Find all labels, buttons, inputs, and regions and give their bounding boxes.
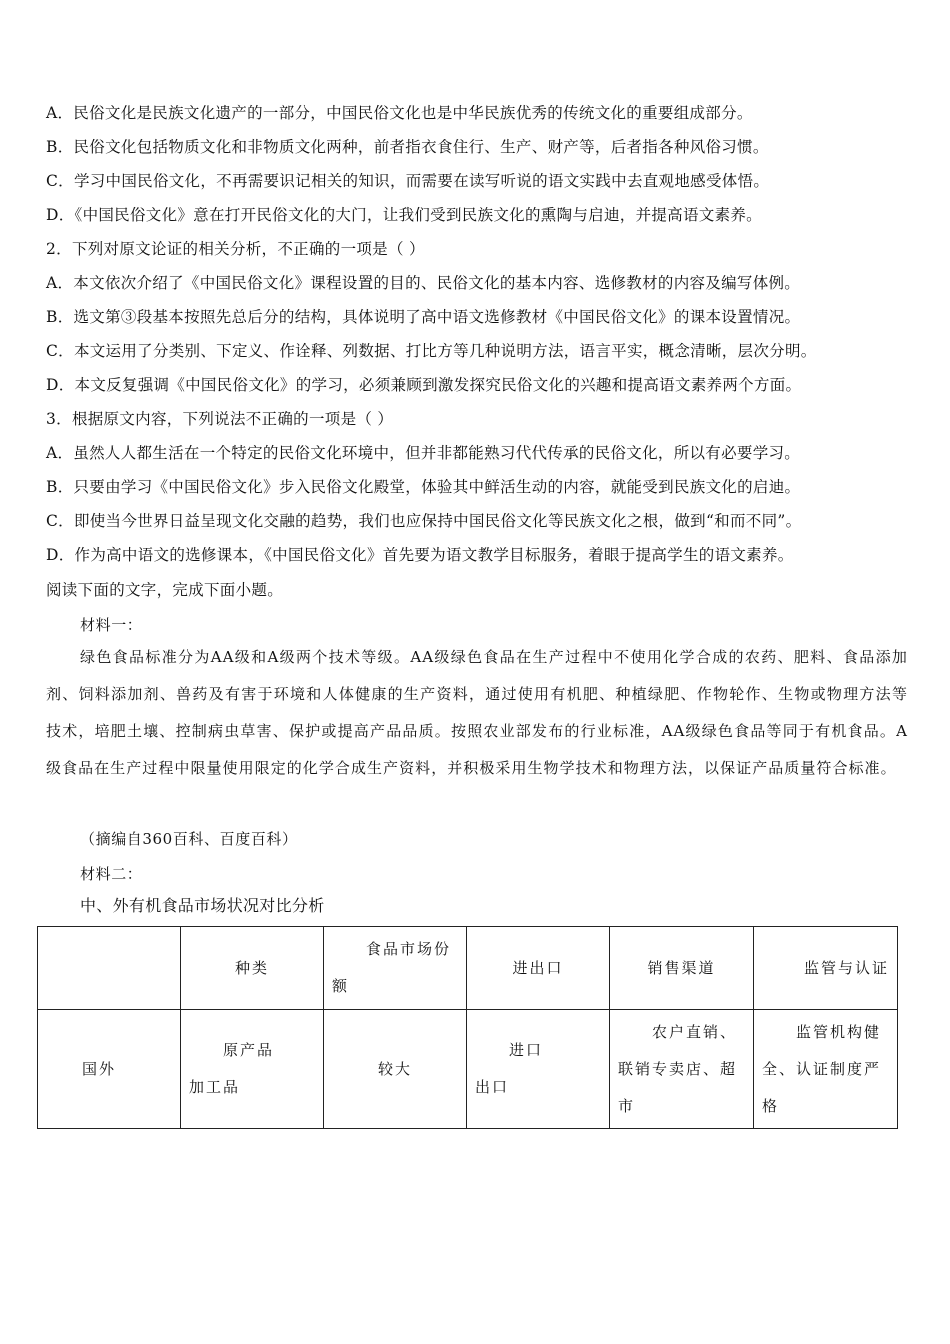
table-cell-line: 进口 xyxy=(509,1041,544,1059)
table-cell-region: 国外 xyxy=(38,1010,181,1129)
q3-stem: 3．根据原文内容，下列说法不正确的一项是（ ） xyxy=(46,410,394,428)
market-comparison-table xyxy=(37,926,898,1129)
table-header-row xyxy=(38,927,898,1010)
q2-option-a: A．本文依次介绍了《中国民俗文化》课程设置的目的、民俗文化的基本内容、选修教材的内容及编写体例。 xyxy=(46,274,801,292)
q2-option-b: B．选文第③段基本按照先总后分的结构，具体说明了高中语文选修教材《中国民俗文化》的课本设置情况。 xyxy=(46,308,801,326)
table-cell-line: 加工品 xyxy=(189,1078,241,1096)
table-header-cell: 进出口 xyxy=(467,927,610,1010)
q1-option-a: A．民俗文化是民族文化遗产的一部分，中国民俗文化也是中华民族优秀的传统文化的重要组成部分。 xyxy=(46,104,753,122)
q2-option-c: C．本文运用了分类别、下定义、作诠释、列数据、打比方等几种说明方法，语言平实，概念清晰，层次分明。 xyxy=(46,342,817,360)
q2-option-d: D．本文反复强调《中国民俗文化》的学习，必须兼顾到激发探究民俗文化的兴趣和提高语文素养两个方面。 xyxy=(46,376,802,394)
table-cell-trade xyxy=(467,1010,610,1129)
q1-option-b: B．民俗文化包括物质文化和非物质文化两种，前者指衣食住行、生产、财产等，后者指各种风俗习惯。 xyxy=(46,138,769,156)
material2-title: 中、外有机食品市场状况对比分析 xyxy=(80,896,325,915)
table-header-cell: 监管与认证 xyxy=(754,927,898,1010)
table-cell-line: 原产品 xyxy=(223,1041,275,1059)
table-header-cell xyxy=(38,927,181,1010)
table-cell-category xyxy=(181,1010,324,1129)
material2-label: 材料二： xyxy=(80,865,143,883)
q3-option-c: C．即使当今世界日益呈现文化交融的趋势，我们也应保持中国民俗文化等民族文化之根，做到“和而不同”。 xyxy=(46,512,802,530)
table-cell-regulation: 监管机构健全、认证制度严格 xyxy=(754,1010,898,1129)
table-header-cell: 种类 xyxy=(181,927,324,1010)
reading-instruction: 阅读下面的文字，完成下面小题。 xyxy=(46,581,284,599)
q2-stem: 2．下列对原文论证的相关分析，不正确的一项是（ ） xyxy=(46,240,425,258)
q3-option-d: D．作为高中语文的选修课本，《中国民俗文化》首先要为语文教学目标服务，着眼于提高学生的语文素养。 xyxy=(46,546,794,564)
q3-option-a: A．虽然人人都生活在一个特定的民俗文化环境中，但并非都能熟习代代传承的民俗文化，所以有必要学习。 xyxy=(46,444,801,462)
q1-option-d: D．《中国民俗文化》意在打开民俗文化的大门，让我们受到民族文化的熏陶与启迪，并提高语文素养。 xyxy=(46,206,762,224)
material1-label: 材料一： xyxy=(80,616,143,634)
table-cell-share: 较大 xyxy=(324,1010,467,1129)
table-cell-channel: 农户直销、联销专卖店、超市 xyxy=(610,1010,754,1129)
table-header-cell: 食品市场份额 xyxy=(324,927,467,1010)
table-cell-line: 出口 xyxy=(475,1078,510,1096)
material1-body: 绿色食品标准分为AA级和A级两个技术等级。AA级绿色食品在生产过程中不使用化学合成的农药、肥料、食品添加剂、饲料添加剂、兽药及有害于环境和人体健康的生产资料，通过使用有机肥、种植绿肥、作物轮作、生物或物理方法等技术，培肥土壤、控制病虫草害、保护或提高产品品质。按照农业部发布的行业标准，AA级绿色食品等同于有机食品。A级食品在生产过程中限量使用限定的化学合成生产资料，并积极采用生物学技术和物理方法，以保证产品质量符合标准。 xyxy=(46,648,908,777)
q1-option-c: C．学习中国民俗文化，不再需要识记相关的知识，而需要在读写听说的语文实践中去直观地感受体悟。 xyxy=(46,172,770,190)
table-row xyxy=(38,1010,898,1129)
q3-option-b: B．只要由学习《中国民俗文化》步入民俗文化殿堂，体验其中鲜活生动的内容，就能受到民族文化的启迪。 xyxy=(46,478,801,496)
material1-source: （摘编自360百科、百度百科） xyxy=(80,830,298,848)
table-header-cell: 销售渠道 xyxy=(610,927,754,1010)
